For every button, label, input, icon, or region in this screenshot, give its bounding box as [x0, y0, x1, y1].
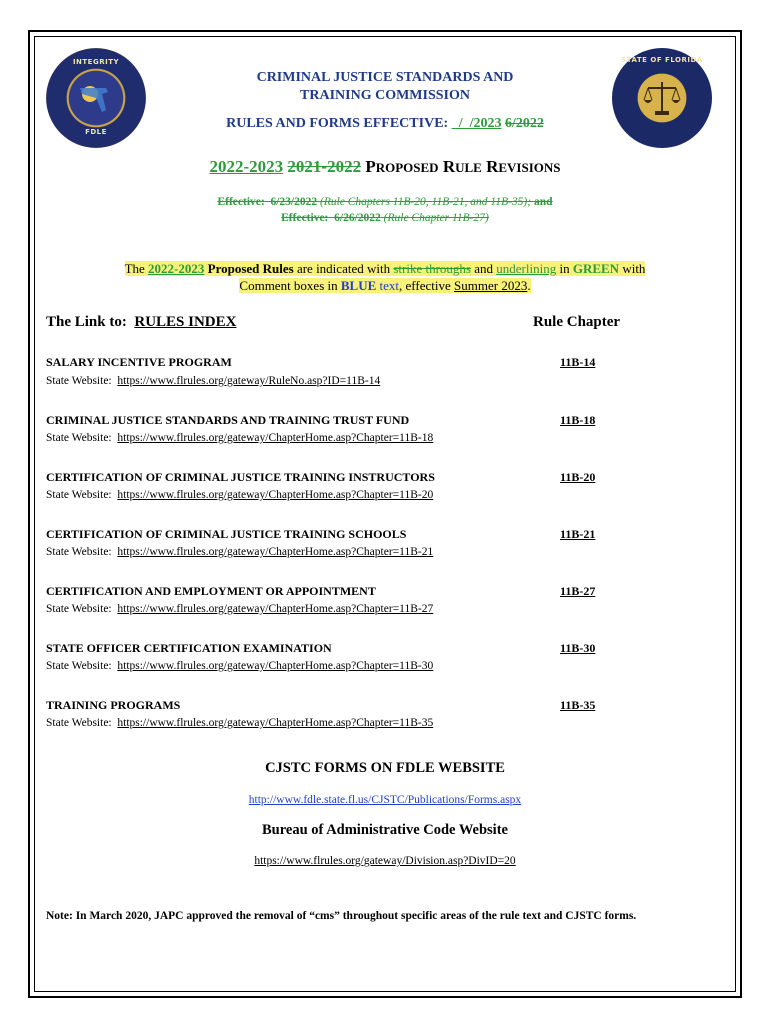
footnote: Note: In March 2020, JAPC approved the removal of “cms” throughout specific areas of the rule text and CJSTC forms.: [46, 910, 637, 922]
revision-legend-line-1: The 2022-2023 Proposed Rules are indicated with strike throughs and underlining in GREEN with: [124, 261, 646, 276]
seal-left-top-text: INTEGRITY: [72, 58, 120, 66]
rule-title: CERTIFICATION AND EMPLOYMENT OR APPOINTMENT: [46, 584, 376, 598]
header-line-1: CRIMINAL JUSTICE STANDARDS AND: [256, 70, 514, 85]
page-border-inner: [34, 36, 736, 992]
forms-section-title: CJSTC FORMS ON FDLE WEBSITE: [265, 760, 505, 776]
forms-url-link[interactable]: http://www.fdle.state.fl.us/CJSTC/Publications/Forms.aspx: [248, 794, 522, 806]
seal-left-bottom-text: FDLE: [85, 128, 107, 136]
rule-chapter-link[interactable]: 11B-14: [560, 355, 596, 369]
title-revisions: REVISIONS: [486, 157, 561, 176]
rule-url-link[interactable]: https://www.flrules.org/gateway/ChapterHome.asp?Chapter=11B-21: [117, 546, 434, 558]
rule-url-link[interactable]: https://www.flrules.org/gateway/ChapterHome.asp?Chapter=11B-30: [117, 660, 434, 672]
rule-title: SALARY INCENTIVE PROGRAM: [46, 355, 232, 369]
title-proposed: PROPOSED: [365, 157, 439, 176]
rule-url-link[interactable]: https://www.flrules.org/gateway/ChapterHome.asp?Chapter=11B-20: [117, 489, 434, 501]
rule-url-link[interactable]: https://www.flrules.org/gateway/ChapterHome.asp?Chapter=11B-18: [117, 432, 434, 444]
header-line-3: [0, 116, 770, 132]
revision-legend-line-2: Comment boxes in BLUE text, effective Summer 2023.: [239, 278, 531, 293]
rule-website: State Website: https://www.flrules.org/gateway/ChapterHome.asp?Chapter=11B-21: [46, 546, 434, 558]
effective-date-old: 6/2022: [504, 116, 544, 131]
rule-title: CERTIFICATION OF CRIMINAL JUSTICE TRAINING INSTRUCTORS: [46, 470, 435, 484]
rule-chapter-link[interactable]: 11B-18: [560, 413, 596, 427]
effective-line-2: Effective: 6/26/2022 (Rule Chapter 11B-27): [281, 212, 489, 224]
rule-title: CRIMINAL JUSTICE STANDARDS AND TRAINING TRUST FUND: [46, 413, 410, 427]
page-title: [0, 157, 770, 177]
rule-chapter-link[interactable]: 11B-20: [560, 470, 596, 484]
rule-chapter-header: Rule Chapter: [533, 314, 621, 330]
effective-date-new: _/_/2023: [451, 116, 502, 131]
rule-website: State Website: https://www.flrules.org/gateway/ChapterHome.asp?Chapter=11B-27: [46, 603, 434, 615]
rule-website: State Website: https://www.flrules.org/gateway/RuleNo.asp?ID=11B-14: [46, 375, 381, 387]
rule-chapter-link[interactable]: 11B-21: [560, 527, 596, 541]
header-line-2: TRAINING COMMISSION: [300, 88, 470, 103]
rule-website: State Website: https://www.flrules.org/gateway/ChapterHome.asp?Chapter=11B-30: [46, 660, 434, 672]
rule-website: State Website: https://www.flrules.org/gateway/ChapterHome.asp?Chapter=11B-18: [46, 432, 434, 444]
rule-title: STATE OFFICER CERTIFICATION EXAMINATION: [46, 641, 332, 655]
rule-website: State Website: https://www.flrules.org/gateway/ChapterHome.asp?Chapter=11B-35: [46, 717, 434, 729]
rules-index-label: The Link to: RULES INDEX: [46, 314, 237, 330]
rule-url-link[interactable]: https://www.flrules.org/gateway/RuleNo.asp?ID=11B-14: [117, 375, 381, 387]
bac-section-title: Bureau of Administrative Code Website: [262, 822, 508, 838]
rule-title: CERTIFICATION OF CRIMINAL JUSTICE TRAINING SCHOOLS: [46, 527, 407, 541]
rule-url-link[interactable]: https://www.flrules.org/gateway/ChapterHome.asp?Chapter=11B-35: [117, 717, 434, 729]
title-old-years: 2021-2022: [287, 157, 362, 176]
rule-website: State Website: https://www.flrules.org/gateway/ChapterHome.asp?Chapter=11B-20: [46, 489, 434, 501]
effective-line-1: Effective: 6/23/2022 (Rule Chapters 11B-20, 11B-21, and 11B-35); and: [217, 196, 553, 208]
title-rule: RULE: [442, 157, 482, 176]
seal-right-top-text: STATE OF FLORIDA: [621, 56, 703, 64]
rule-chapter-link[interactable]: 11B-27: [560, 584, 596, 598]
rules-index-link[interactable]: RULES INDEX: [134, 314, 237, 330]
title-new-years: 2022-2023: [209, 157, 284, 176]
rule-chapter-link[interactable]: 11B-35: [560, 698, 596, 712]
rule-title: TRAINING PROGRAMS: [46, 698, 181, 712]
effective-date-label: RULES AND FORMS EFFECTIVE:: [226, 116, 449, 131]
bac-url-link[interactable]: https://www.flrules.org/gateway/Division.asp?DivID=20: [254, 855, 516, 867]
rule-chapter-link[interactable]: 11B-30: [560, 641, 596, 655]
rule-url-link[interactable]: https://www.flrules.org/gateway/ChapterHome.asp?Chapter=11B-27: [117, 603, 434, 615]
